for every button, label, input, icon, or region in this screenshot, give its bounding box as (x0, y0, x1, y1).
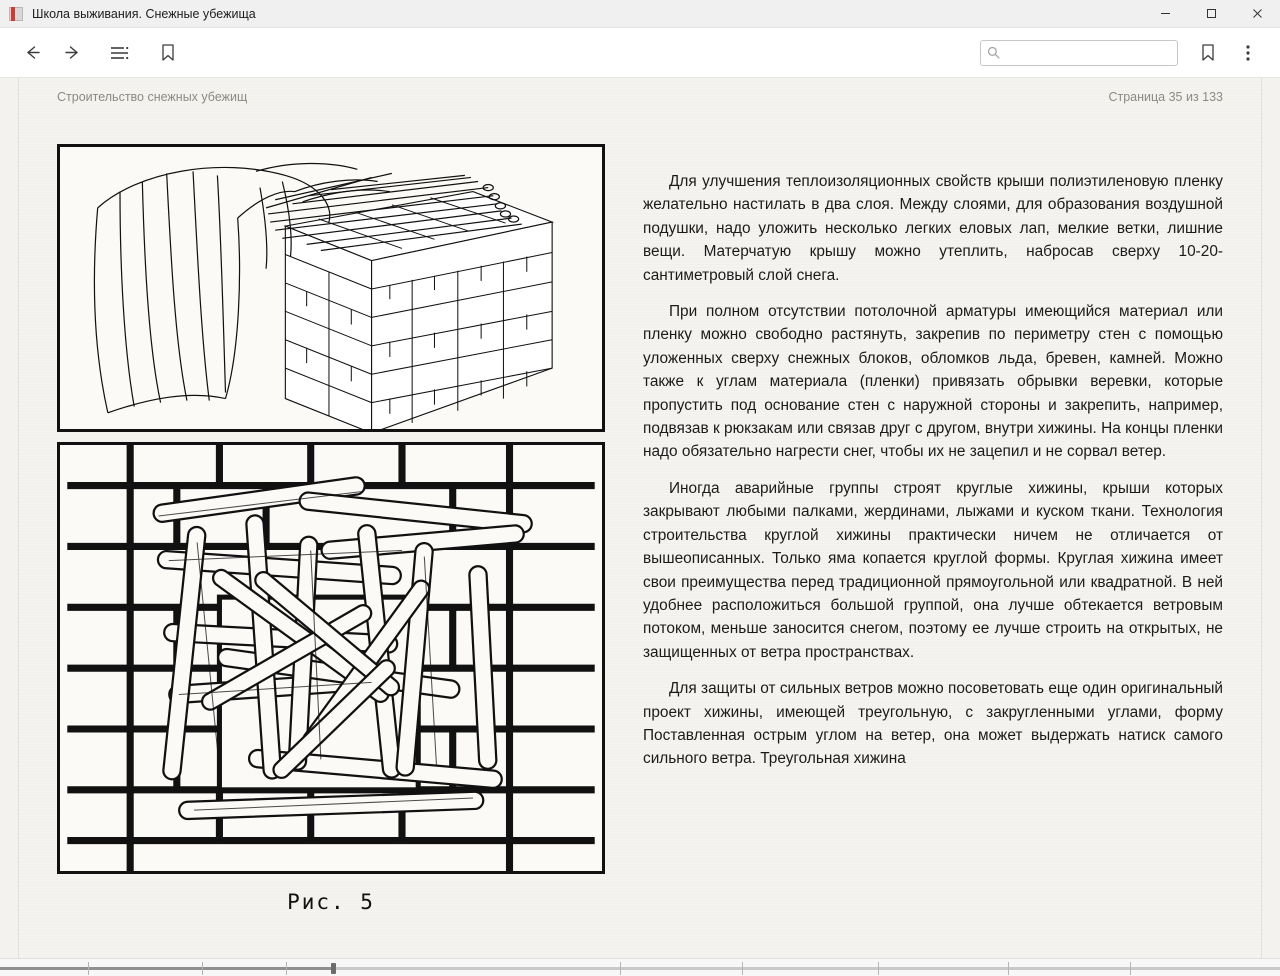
scrubber-tick (202, 962, 203, 975)
scrubber-progress (0, 967, 333, 970)
search-input[interactable] (1005, 45, 1171, 61)
minimize-button[interactable] (1142, 0, 1188, 28)
app-icon (8, 6, 24, 22)
main-toolbar (0, 28, 1280, 78)
scrubber-tick (88, 962, 89, 975)
reader-view[interactable] (0, 78, 1280, 958)
scrubber-tick (878, 962, 879, 975)
back-button[interactable] (12, 36, 52, 70)
search-icon (987, 46, 1000, 59)
snow-shelter-tarp-over-block-wall-illustration (57, 144, 605, 432)
round-hut-pole-roof-top-view-illustration (57, 442, 605, 874)
window-title: Школа выживания. Снежные убежища (32, 6, 256, 21)
body-paragraph: Для защиты от сильных ветров можно посоветовать еще один оригинальный проект хижины, имеющей треугольную, с закругленными углами, форму Поставленная острым углом на ветер, она может выдержать натиск самого сильного ветра. Треугольная хижина (643, 680, 1223, 768)
text-column (643, 126, 1223, 958)
add-bookmark-icon[interactable] (1188, 36, 1228, 70)
figure-column (57, 126, 605, 958)
window-title-bar (0, 0, 1280, 28)
scrubber-thumb[interactable] (331, 963, 336, 974)
figure-caption: Рис. 5 (287, 890, 375, 914)
body-paragraph: Иногда аварийные группы строят круглые хижины, крыши которых закрывают любыми палками, жердинами, лыжами и куском ткани. Технология строительства круглой хижины практически ничем не отличается от вышеописанных. Только яма копается круглой формы. Круглая хижина имеет свои преимущества перед традиционной прямоугольной или квадратной. В ней удобнее расположиться большой группой, она лучше обтекается ветровым потоком, меньше заносится снегом, поэтому ее лучше строить на открытых, не защищенных от ветра пространствах. (643, 479, 1223, 661)
bookmark-list-icon[interactable] (148, 36, 188, 70)
search-box[interactable] (980, 40, 1178, 66)
page-scrubber[interactable] (0, 958, 1280, 976)
forward-button[interactable] (52, 36, 92, 70)
scrubber-tick (1130, 962, 1131, 975)
body-paragraph: Для улучшения теплоизоляционных свойств крыши полиэтиленовую пленку желательно настилать в два слоя. Между слоями, для образования воздушной подушки, надо уложить несколько легких еловых лап, мелкие ветки, лишние вещи. Матерчатую крышу можно утеплить, набросав сверху 10-20-сантиметровый слой снега. (643, 173, 1223, 284)
scrubber-tick (286, 962, 287, 975)
running-head (57, 90, 1223, 104)
scrubber-tick (742, 962, 743, 975)
table-of-contents-icon[interactable] (100, 36, 140, 70)
overflow-menu-icon[interactable] (1228, 36, 1268, 70)
close-button[interactable] (1234, 0, 1280, 28)
running-head-chapter: Строительство снежных убежищ (57, 90, 248, 104)
page-surface (18, 78, 1262, 958)
page-indicator: Страница 35 из 133 (1108, 90, 1223, 104)
body-paragraph: При полном отсутствии потолочной арматуры имеющийся материал или пленку можно свободно растянуть, закрепив по периметру стен с помощью уложенных сверху снежных блоков, обломков льда, бревен, камней. Можно также к углам материала (пленки) привязать обрывки веревки, которые пропустить под основание стен с наружной стороны и закрепить, например, подвязав к рюкзакам или связав друг с другом, внутри хижины. На концы пленки надо обязательно нагрести снег, чтобы их не зацепил и не сорвал ветер. (643, 303, 1223, 461)
scrubber-tick (620, 962, 621, 975)
maximize-button[interactable] (1188, 0, 1234, 28)
scrubber-tick (1008, 962, 1009, 975)
window-controls (1142, 0, 1280, 28)
page-content (57, 126, 1223, 958)
